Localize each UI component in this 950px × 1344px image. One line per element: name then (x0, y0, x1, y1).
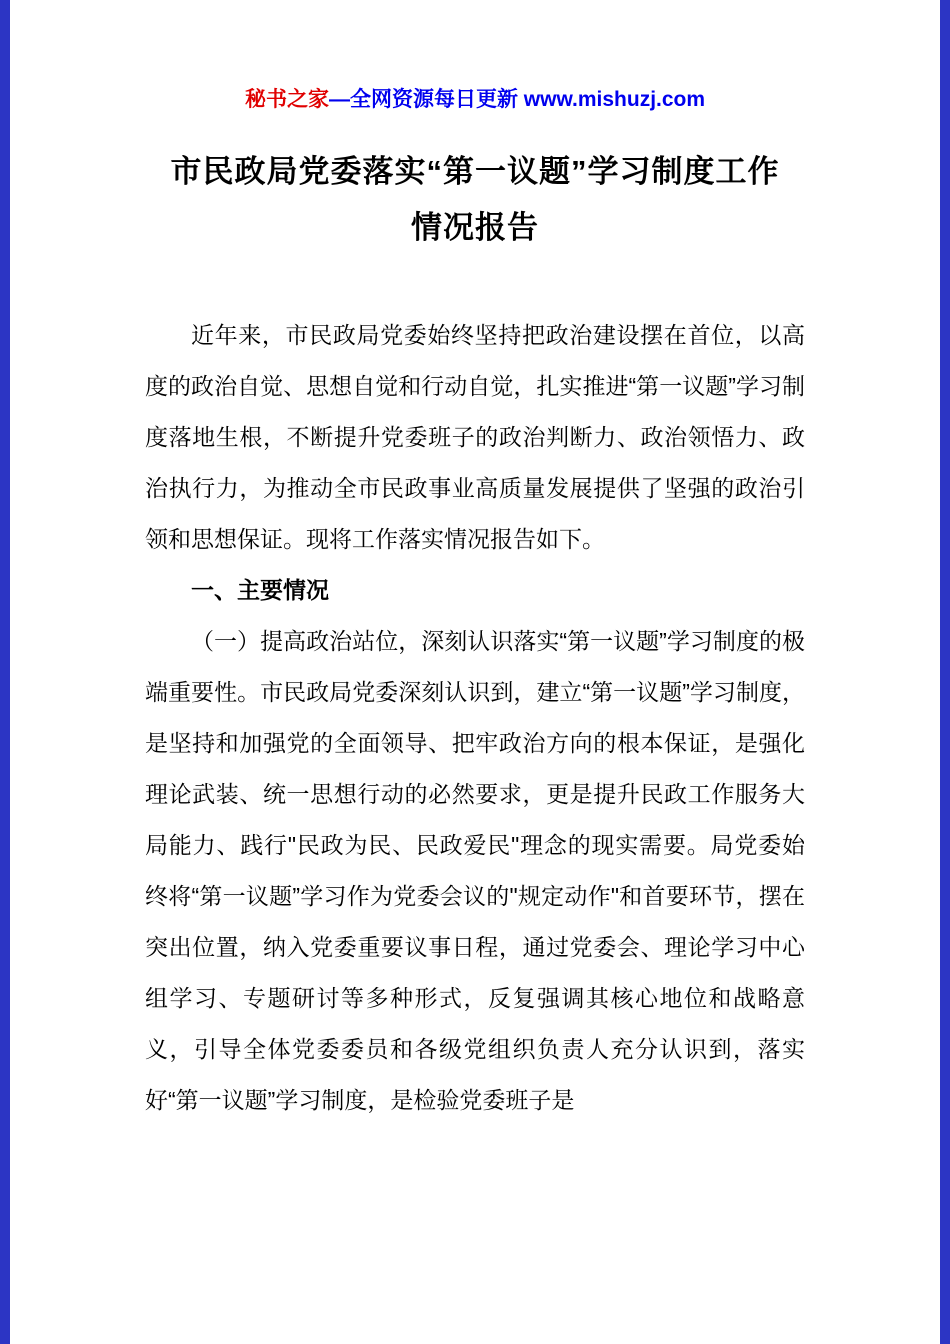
document-title-line1: 市民政局党委落实“第一议题”学习制度工作 (170, 154, 780, 189)
right-page-border (940, 0, 950, 1344)
brand-name: 秘书之家 (244, 88, 329, 111)
document-title (145, 144, 805, 256)
section-heading-main-situation: 一、主要情况 (191, 577, 329, 603)
paragraph-intro: 近年来，市民政局党委始终坚持把政治建设摆在首位，以高度的政治自觉、思想自觉和行动自觉，扎实推进“第一议题”学习制度落地生根，不断提升党委班子的政治判断力、政治领悟力、政治执行力，为推动全市民政事业高质量发展提供了坚强的政治引领和思想保证。现将工作落实情况报告如下。 (145, 322, 805, 552)
left-page-border (0, 0, 10, 1344)
header-tagline: —全网资源每日更新 (328, 88, 524, 111)
document-body (145, 310, 805, 1126)
document-title-line2: 情况报告 (411, 210, 539, 245)
site-url-link[interactable]: www.mishuzj.com (523, 88, 706, 111)
paragraph-section1: （一）提高政治站位，深刻认识落实“第一议题”学习制度的极端重要性。市民政局党委深刻认识到，建立“第一议题”学习制度，是坚持和加强党的全面领导、把牢政治方向的根本保证，是强化理论武装、统一思想行动的必然要求，更是提升民政工作服务大局能力、践行"民政为民、民政爱民"理念的现实需要。局党委始终将“第一议题”学习作为党委会议的"规定动作"和首要环节，摆在突出位置，纳入党委重要议事日程，通过党委会、理论学习中心组学习、专题研讨等多种形式，反复强调其核心地位和战略意义，引导全体党委委员和各级党组织负责人充分认识到，落实好“第一议题”学习制度，是检验党委班子是 (145, 628, 805, 1113)
site-header (145, 86, 805, 114)
